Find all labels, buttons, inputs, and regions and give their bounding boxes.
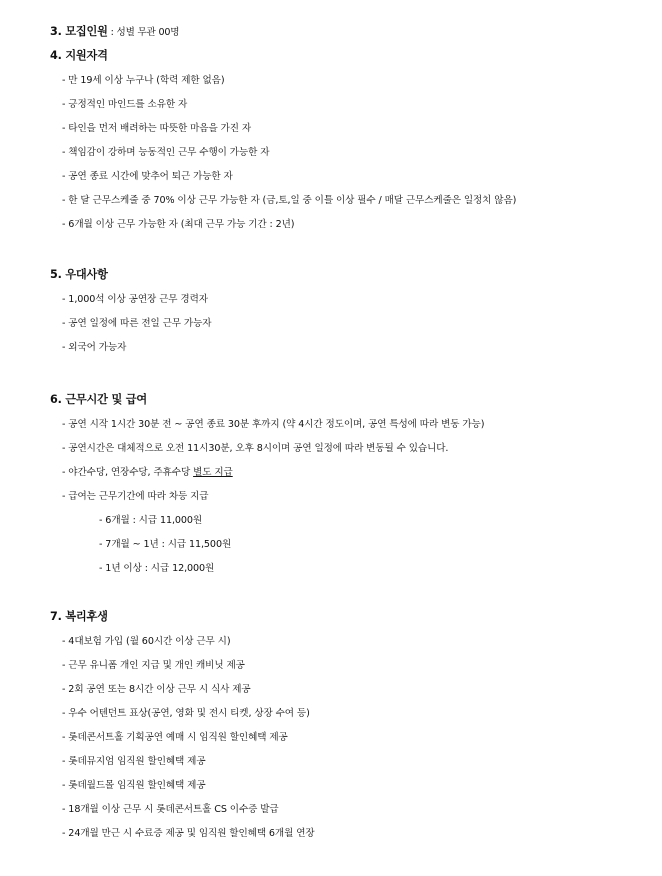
- recruit-heading-text: 3. 모집인원: [50, 25, 108, 38]
- preference-item: - 외국어 가능자: [62, 342, 127, 353]
- section-hours-pay-heading: 6. 근무시간 및 급여: [50, 393, 147, 406]
- preference-item: - 1,000석 이상 공연장 근무 경력자: [62, 294, 208, 305]
- pay-tier: - 6개월 : 시급 11,000원: [99, 515, 203, 526]
- benefit-item: - 24개월 만근 시 수료증 제공 및 임직원 할인혜택 6개월 연장: [62, 828, 315, 839]
- benefit-item: - 롯데뮤지엄 임직원 할인혜택 제공: [62, 756, 206, 767]
- section-preferences-heading: 5. 우대사항: [50, 268, 108, 281]
- pay-note: - 급여는 근무기간에 따라 차등 지급: [62, 491, 209, 502]
- qualification-item: - 만 19세 이상 누구나 (학력 제한 없음): [62, 75, 225, 86]
- benefit-item: - 2회 공연 또는 8시간 이상 근무 시 식사 제공: [62, 684, 251, 695]
- section-recruit-heading: [50, 25, 179, 40]
- qualification-item: - 책임감이 강하며 능동적인 근무 수행이 가능한 자: [62, 147, 270, 158]
- qualification-item: - 공연 종료 시간에 맞추어 퇴근 가능한 자: [62, 171, 233, 182]
- qualification-item: - 6개월 이상 근무 가능한 자 (최대 근무 가능 기간 : 2년): [62, 219, 295, 230]
- allowance-text: - 야간수당, 연장수당, 주휴수당: [62, 467, 194, 478]
- hours-item: - 공연 시작 1시간 30분 전 ~ 공연 종료 30분 후까지 (약 4시간 정도이며, 공연 특성에 따라 변동 가능): [62, 419, 485, 430]
- section-benefits-heading: 7. 복리후생: [50, 610, 108, 623]
- pay-tier: - 1년 이상 : 시급 12,000원: [99, 563, 215, 574]
- benefit-item: - 4대보험 가입 (월 60시간 이상 근무 시): [62, 636, 231, 647]
- allowance-separate-payment: 별도 지급: [193, 467, 233, 478]
- qualification-item: - 한 달 근무스케줄 중 70% 이상 근무 가능한 자 (금,토,일 중 이틀 이상 필수 / 매달 근무스케줄은 일정치 않음): [62, 195, 517, 206]
- allowance-item: [62, 466, 233, 480]
- qualification-item: - 긍정적인 마인드를 소유한 자: [62, 99, 188, 110]
- benefit-item: - 롯데월드몰 임직원 할인혜택 제공: [62, 780, 206, 791]
- hours-item: - 공연시간은 대체적으로 오전 11시30분, 오후 8시이며 공연 일정에 따라 변동될 수 있습니다.: [62, 443, 449, 454]
- benefit-item: - 18개월 이상 근무 시 롯데콘서트홀 CS 이수증 발급: [62, 804, 279, 815]
- benefit-item: - 우수 어텐던트 표상(공연, 영화 및 전시 티켓, 상장 수여 등): [62, 708, 310, 719]
- section-qualifications-heading: 4. 지원자격: [50, 49, 108, 62]
- recruit-value: : 성별 무관 00명: [107, 27, 180, 38]
- pay-tier: - 7개월 ~ 1년 : 시급 11,500원: [99, 539, 232, 550]
- benefit-item: - 롯데콘서트홀 기획공연 예매 시 임직원 할인혜택 제공: [62, 732, 288, 743]
- preference-item: - 공연 일정에 따른 전일 근무 가능자: [62, 318, 212, 329]
- qualification-item: - 타인을 먼저 배려하는 따뜻한 마음을 가진 자: [62, 123, 252, 134]
- benefit-item: - 근무 유니폼 개인 지급 및 개인 캐비닛 제공: [62, 660, 245, 671]
